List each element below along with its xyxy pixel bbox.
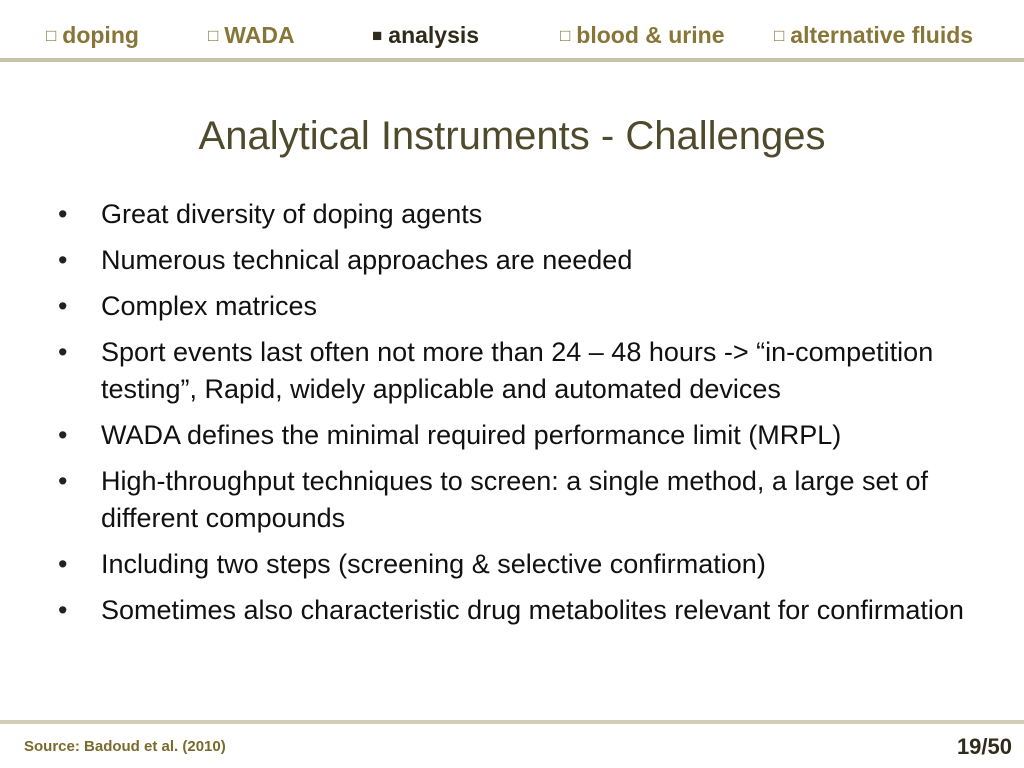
list-item: [58, 463, 988, 537]
checkbox-icon: □: [774, 26, 785, 45]
nav-item-analysis[interactable]: [372, 20, 479, 53]
list-item: [58, 242, 988, 279]
bullet-text: Great diversity of doping agents: [101, 199, 483, 229]
nav-item-label: doping: [62, 22, 139, 48]
nav-item-label: alternative fluids: [790, 22, 974, 48]
slide-title: Analytical Instruments - Challenges: [198, 114, 826, 158]
section-nav: [0, 0, 1024, 58]
bullet-text: Sometimes also characteristic drug metabolites relevant for confirmation: [101, 595, 964, 625]
checkbox-icon: □: [46, 26, 57, 45]
nav-item-blood-urine[interactable]: [560, 20, 725, 53]
bullet-text: WADA defines the minimal required performance limit (MRPL): [101, 420, 842, 450]
list-item: [58, 546, 988, 583]
top-divider: [0, 58, 1024, 62]
bullet-icon: •: [58, 291, 68, 321]
bullet-icon: •: [58, 549, 68, 579]
nav-item-wada[interactable]: [208, 20, 295, 53]
bullet-icon: •: [58, 595, 68, 625]
nav-item-label: WADA: [224, 22, 295, 48]
list-item: [58, 592, 988, 629]
bullet-text: High-throughput techniques to screen: a single method, a large set of different compounds: [101, 466, 929, 533]
bullet-list: [58, 196, 988, 638]
source-citation: Source: Badoud et al. (2010): [24, 738, 226, 755]
list-item: [58, 196, 988, 233]
nav-item-label: blood & urine: [576, 22, 725, 48]
list-item: [58, 288, 988, 325]
bullet-text: Including two steps (screening & selective confirmation): [101, 549, 766, 579]
bullet-icon: •: [58, 466, 68, 496]
filled-square-icon: ■: [372, 26, 383, 45]
bullet-text: Complex matrices: [101, 291, 318, 321]
bullet-icon: •: [58, 420, 68, 450]
nav-item-doping[interactable]: [46, 20, 139, 53]
bullet-icon: •: [58, 199, 68, 229]
nav-item-alternative-fluids[interactable]: [774, 20, 973, 53]
bullet-icon: •: [58, 245, 68, 275]
checkbox-icon: □: [560, 26, 571, 45]
list-item: [58, 334, 988, 408]
bullet-text: Numerous technical approaches are needed: [101, 245, 633, 275]
bullet-icon: •: [58, 337, 68, 367]
bottom-divider: [0, 720, 1024, 724]
checkbox-icon: □: [208, 26, 219, 45]
list-item: [58, 417, 988, 454]
page-number: 19/50: [956, 734, 1012, 759]
nav-item-label: analysis: [388, 22, 480, 48]
bullet-text: Sport events last often not more than 24 – 48 hours -> “in-competition testing”, Rapid, widely applicable and automated devices: [101, 337, 934, 404]
